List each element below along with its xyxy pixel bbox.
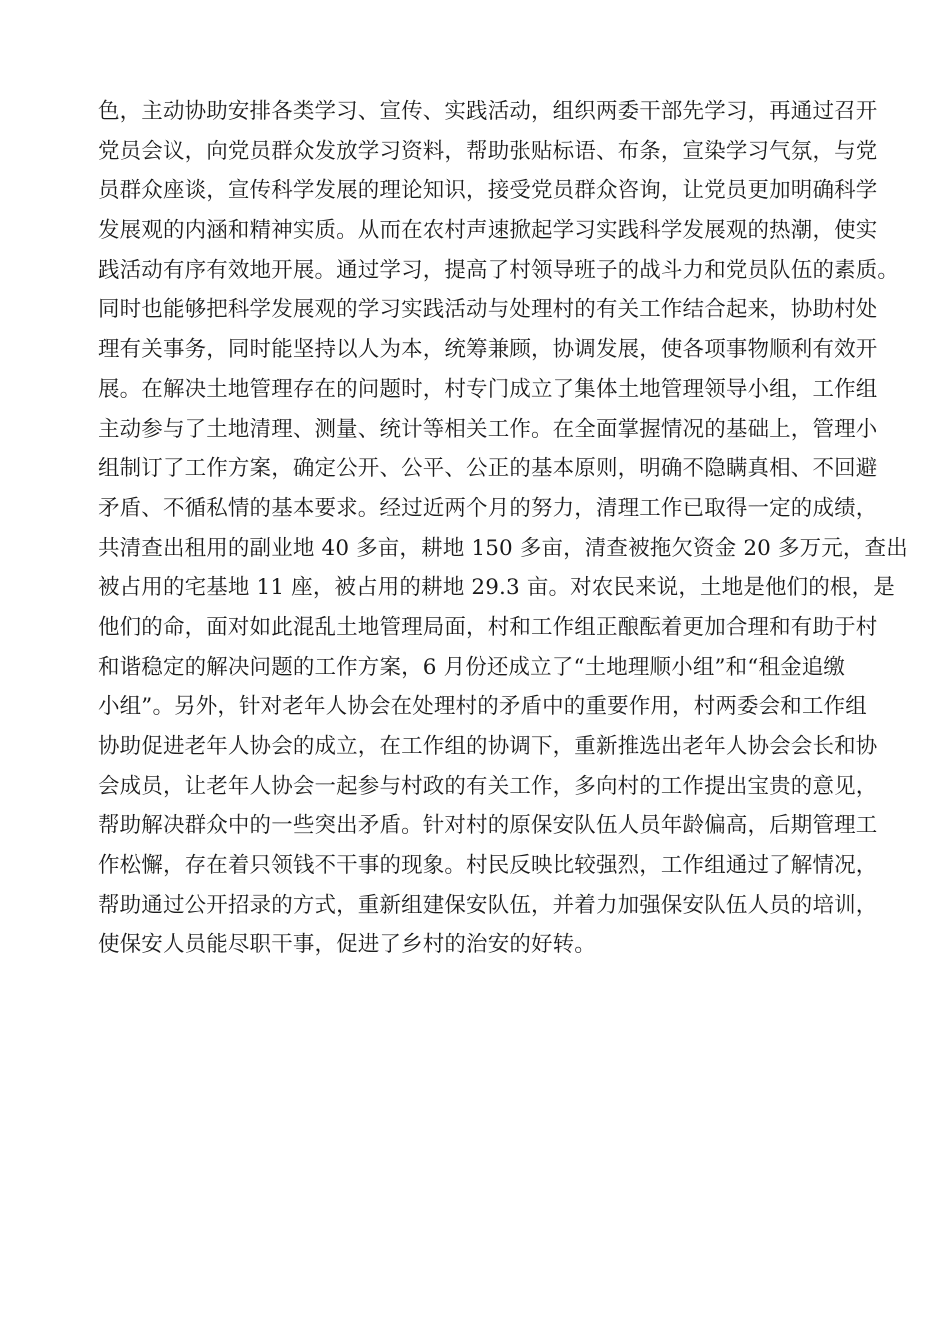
text-line: 协助促进老年人协会的成立，在工作组的协调下，重新推选出老年人协会会长和协: [98, 734, 878, 759]
text-line: 展。在解决土地管理存在的问题时，村专门成立了集体土地管理领导小组，工作组: [98, 376, 878, 402]
text-line: 践活动有序有效地开展。通过学习，提高了村领导班子的战斗力和党员队伍的素质。: [98, 257, 900, 283]
text-line: 党员会议，向党员群众发放学习资料，帮助张贴标语、布条，宣染学习气氛，与党: [98, 138, 878, 164]
text-line: 理有关事务，同时能坚持以人为本，统筹兼顾，协调发展，使各项事物顺利有效开: [98, 337, 878, 363]
text-line: 帮助解决群众中的一些突出矛盾。针对村的原保安队伍人员年龄偏高，后期管理工: [98, 813, 878, 839]
text-line: 会成员，让老年人协会一起参与村政的有关工作，多向村的工作提出宝贵的意见，: [98, 773, 878, 799]
text-line: 主动参与了土地清理、测量、统计等相关工作。在全面掌握情况的基础上，管理小: [98, 416, 878, 442]
text-line: 色，主动协助安排各类学习、宣传、实践活动，组织两委干部先学习，再通过召开: [98, 99, 878, 124]
text-line: 作松懈，存在着只领钱不干事的现象。村民反映比较强烈，工作组通过了解情况，: [98, 853, 878, 879]
body-paragraph: [98, 92, 908, 965]
text-line: 矛盾、不循私情的基本要求。经过近两个月的努力，清理工作已取得一定的成绩，: [98, 495, 878, 521]
text-line: 同时也能够把科学发展观的学习实践活动与处理村的有关工作结合起来，协助村处: [98, 297, 878, 323]
text-line: 员群众座谈，宣传科学发展的理论知识，接受党员群众咨询，让党员更加明确科学: [98, 178, 878, 204]
text-line: 发展观的内涵和精神实质。从而在农村声速掀起学习实践科学发展观的热潮，使实: [98, 218, 878, 244]
text-line: 使保安人员能尽职干事，促进了乡村的治安的好转。: [98, 932, 596, 958]
text-line: 被占用的宅基地 11 座，被占用的耕地 29.3 亩。对农民来说，土地是他们的根，是: [98, 575, 895, 601]
text-line: 他们的命，面对如此混乱土地管理局面，村和工作组正酿酝着更加合理和有助于村: [98, 614, 878, 640]
text-line: 共清查出租用的副业地 40 多亩，耕地 150 多亩，清查被拖欠资金 20 多万元，查出: [98, 535, 908, 561]
text-line: 帮助通过公开招录的方式，重新组建保安队伍，并着力加强保安队伍人员的培训，: [98, 892, 878, 918]
text-line: 组制订了工作方案，确定公开、公平、公正的基本原则，明确不隐瞒真相、不回避: [98, 456, 878, 482]
text-line: 和谐稳定的解决问题的工作方案，6 月份还成立了“土地理顺小组”和“租金追缴: [98, 654, 846, 680]
text-line: 小组”。另外，针对老年人协会在处理村的矛盾中的重要作用，村两委会和工作组: [98, 694, 867, 720]
